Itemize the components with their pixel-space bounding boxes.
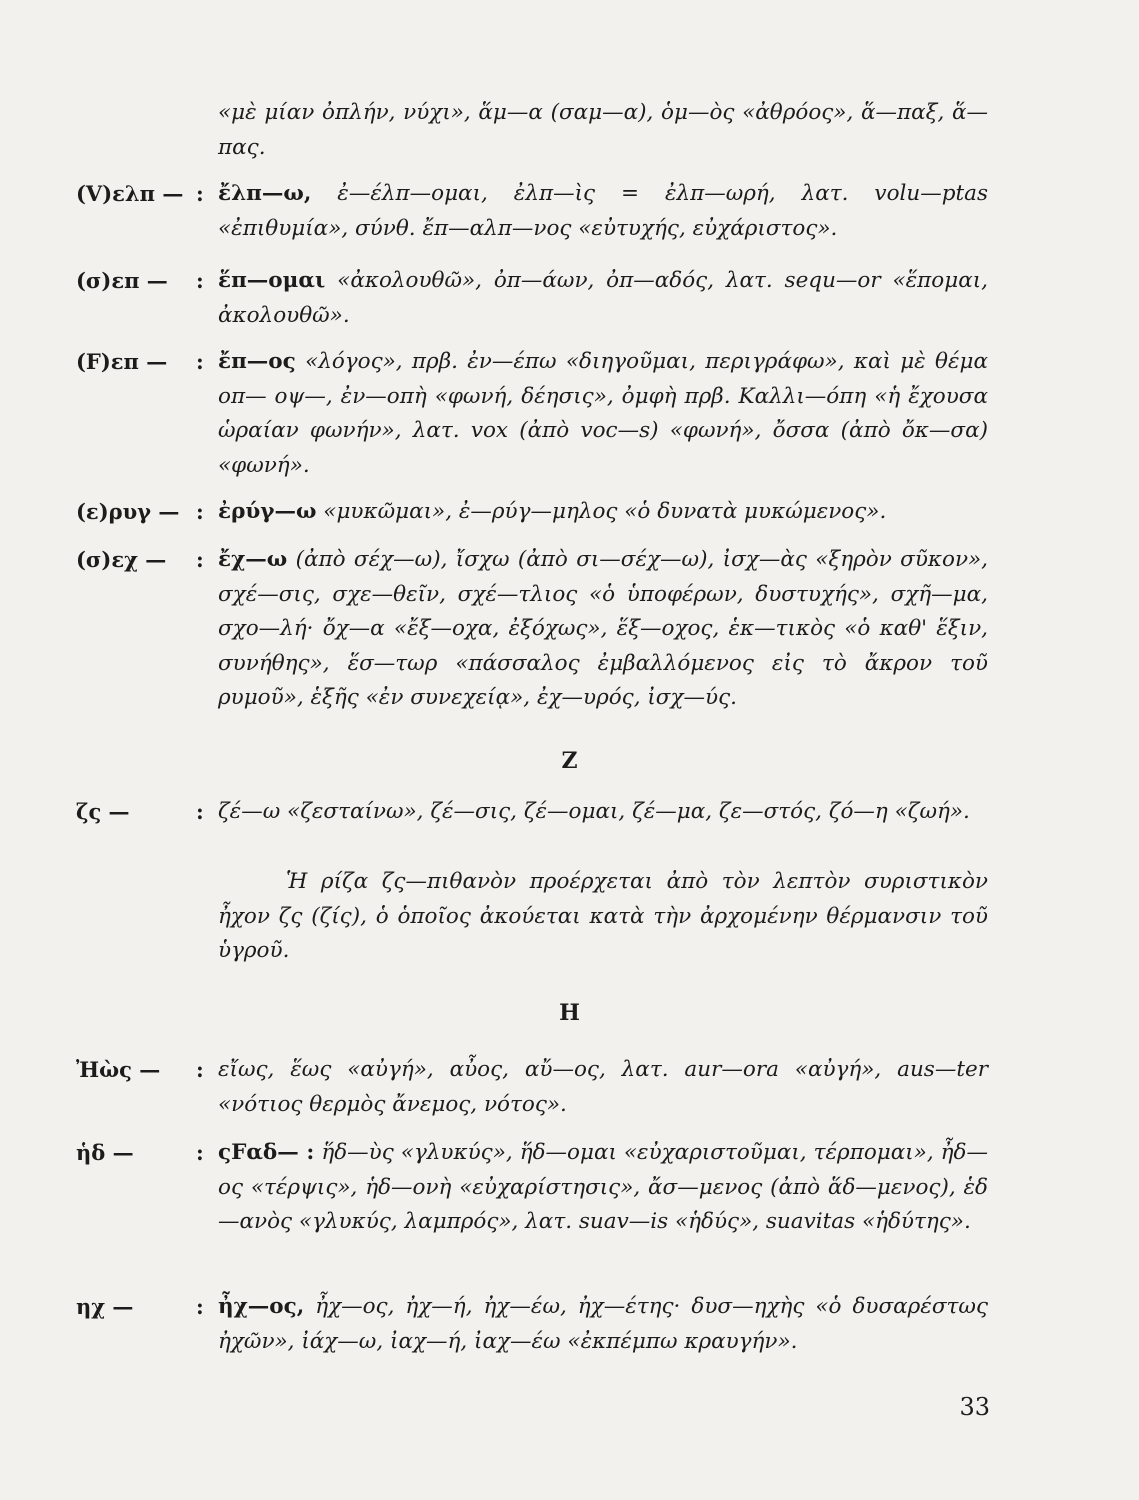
entry-colon: : <box>196 349 204 374</box>
entry-definition <box>218 264 988 333</box>
entry-definition <box>218 1136 988 1240</box>
entry-colon: : <box>196 181 204 206</box>
entry-text: ἦχ—ος, ἠχ—ή, ἠχ—έω, ἠχ—έτης· δυσ—ηχὴς «ὁ δυσαρέστως ἠχῶν», ἰάχ—ω, ἰαχ—ή, ἰαχ—έω «ἐκπέμπω κραυγήν». <box>218 1294 988 1354</box>
intro-paragraph: «μὲ μίαν ὀπλήν, νύχι», ἅμ—α (σαμ—α), ὁμ—ὸς «ἀθρόος», ἅ—παξ, ἅ—πας. <box>218 100 988 160</box>
entry-text: (ἀπὸ σέχ—ω), ἴσχω (ἀπὸ σι—σέχ—ω), ἰσχ—ὰς «ξηρὸν σῦκον», σχέ—σις, σχε—θεῖν, σχέ—τλιος «ὁ ὑποφέρων, δυστυχής», σχῆ—μα, σχο—λή· ὄχ—α «ἔξ—οχα, ἐξόχως», ἕξ—οχος, ἑκ—τικὸς «ὁ καθ' ἕξιν, συνήθης», ἕσ—τωρ «πάσσαλος ἐμβαλλόμενος εἰς τὸ ἄκρον τοῦ ρυμοῦ», ἑξῆς «ἐν συνεχείᾳ», ἐχ—υρός, ἰσχ—ύς. <box>218 547 989 711</box>
entry-headword: ἦχ—ος, <box>218 1294 305 1319</box>
entry-headword: ἕπ—ομαι <box>218 268 326 293</box>
entry-note: Ἡ ρίζα ζς—πιθανὸν προέρχεται ἀπὸ τὸν λεπτὸν συριστικὸν ἦχον ζς (ζίς), ὁ ὁποῖος ἀκούεται κατὰ τὴν ἀρχομένην θέρμανσιν τοῦ ὑγροῦ. <box>218 869 988 964</box>
entry-text: ἥδ—ὺς «γλυκύς», ἥδ—ομαι «εὐχαριστοῦμαι, τέρπομαι», ἦδ—ος «τέρψις», ἡδ—ονὴ «εὐχαρίστησις», ἄσ—μενος (ἀπὸ ἅδ—μενος), ἑδ—ανὸς «γλυκύς, λαμπρός», λατ. suav—is «ἡδύς», suavitas «ἡδύτης». <box>218 1140 989 1235</box>
entry-root: (V)ελπ — <box>76 181 184 206</box>
entry-definition <box>218 177 988 246</box>
entry-root: (σ)επ — <box>76 268 168 293</box>
entry-definition <box>218 345 988 483</box>
entry-colon: : <box>196 1294 204 1319</box>
entry-colon: : <box>196 268 204 293</box>
entry-definition <box>218 543 988 716</box>
entry-headword: ἔλπ—ω, <box>218 181 312 206</box>
entry-headword: ἔπ—ος <box>218 349 296 374</box>
entry-root: (F)επ — <box>76 349 168 374</box>
entry-text: «μυκῶμαι», ἐ—ρύγ—μηλος «ὁ δυνατὰ μυκώμενος». <box>323 499 887 524</box>
entry-definition <box>218 495 988 530</box>
section-heading-eta: Η <box>559 1000 580 1026</box>
entry-headword: ςFαδ— : <box>218 1140 315 1165</box>
entry-root: (σ)εχ — <box>76 547 167 572</box>
entry-definition <box>218 1290 988 1359</box>
entry-root: ἡδ — <box>76 1140 134 1165</box>
entry-headword: ἔχ—ω <box>218 547 288 572</box>
entry-text: ἐ—έλπ—ομαι, ἐλπ—ὶς = ἐλπ—ωρή, λατ. volu—ptas «ἐπιθυμία», σύνθ. ἔπ—αλπ—νος «εὐτυχής, εὐχάριστος». <box>218 181 988 241</box>
entry-colon: : <box>196 499 204 524</box>
entry-colon: : <box>196 1140 204 1165</box>
entry-colon: : <box>196 1057 204 1082</box>
section-heading-zeta: Ζ <box>561 748 578 774</box>
entry-colon: : <box>196 799 204 824</box>
entry-root: (ε)ρυγ — <box>76 499 180 524</box>
entry-definition: ζέ—ω «ζεσταίνω», ζέ—σις, ζέ—ομαι, ζέ—μα, ζε—στός, ζό—η «ζωή». <box>218 799 970 824</box>
entry-root: ηχ — <box>76 1294 134 1319</box>
entry-root: Ἠὼς — <box>76 1057 161 1082</box>
page-number: 33 <box>959 1393 990 1421</box>
entry-text: «ἀκολουθῶ», ὀπ—άων, ὀπ—αδός, λατ. sequ—or «ἕπομαι, ἀκολουθῶ». <box>218 268 988 328</box>
entry-definition: εἴως, ἕως «αὐγή», αὖος, αὔ—ος, λατ. aur—ora «αὐγή», aus—ter «νότιος θερμὸς ἄνεμος, νότος». <box>218 1057 988 1117</box>
entry-root: ζς — <box>76 799 130 824</box>
entry-headword: ἐρύγ—ω <box>218 499 317 524</box>
entry-colon: : <box>196 547 204 572</box>
entry-text: «λόγος», πρβ. ἐν—έπω «διηγοῦμαι, περιγράφω», καὶ μὲ θέμα οπ— οψ—, ἐν—οπὴ «φωνή, δέησις», ὀμφὴ πρβ. Καλλι—όπη «ἡ ἔχουσα ὡραίαν φωνήν», λατ. vox (ἀπὸ voc—s) «φωνή», ὄσσα (ἀπὸ ὄκ—σα) «φωνή». <box>218 349 988 478</box>
